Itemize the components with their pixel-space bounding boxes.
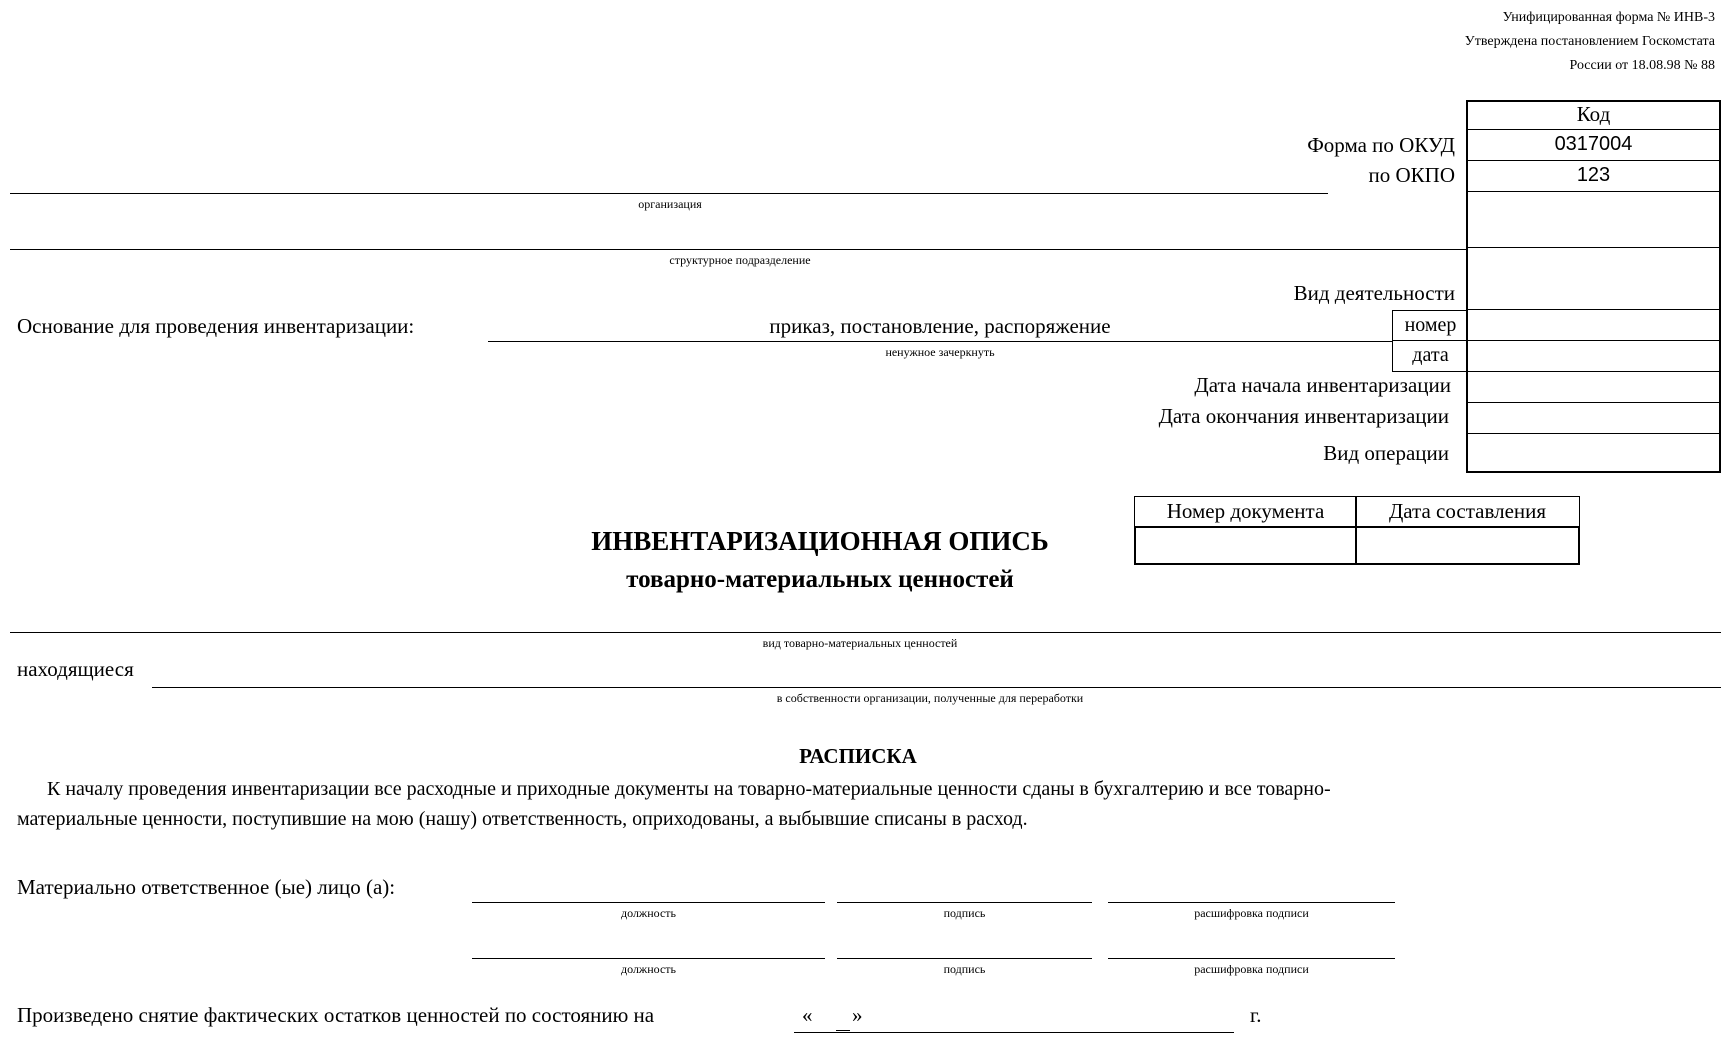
goods-type-line[interactable] bbox=[10, 632, 1721, 633]
quote-open: « bbox=[802, 1003, 813, 1027]
position-line-1[interactable] bbox=[472, 902, 825, 903]
decoding-line-1[interactable] bbox=[1108, 902, 1395, 903]
receipt-text-line2: материальные ценности, поступившие на мою (нашу) ответственность, оприходованы, а выбывшие списаны в расход. bbox=[17, 808, 1028, 830]
day-line[interactable] bbox=[836, 1030, 850, 1031]
okud-value[interactable]: 0317004 bbox=[1466, 130, 1721, 161]
signature-caption-1: подпись bbox=[943, 906, 986, 920]
decoding-caption-2: расшифровка подписи bbox=[1194, 962, 1309, 976]
signature-line-2[interactable] bbox=[837, 958, 1092, 959]
okpo-value[interactable]: 123 bbox=[1466, 161, 1721, 192]
removal-label: Произведено снятие фактических остатков ценностей по состоянию на bbox=[17, 1003, 655, 1027]
basis-caption: ненужное зачеркнуть bbox=[885, 345, 995, 359]
approval-line: Утверждена постановлением Госкомстата bbox=[1464, 34, 1715, 49]
doc-number-cell[interactable] bbox=[1134, 526, 1357, 565]
receipt-heading: РАСПИСКА bbox=[799, 744, 917, 768]
operation-label: Вид операции bbox=[1323, 441, 1449, 465]
form-code-header: Унифицированная форма № ИНВ-3 bbox=[1502, 10, 1715, 25]
doc-date-cell[interactable] bbox=[1355, 526, 1580, 565]
doc-date-header: Дата составления bbox=[1355, 496, 1580, 527]
operation-value[interactable] bbox=[1466, 434, 1721, 473]
responsible-label: Материально ответственное (ые) лицо (а): bbox=[17, 875, 396, 899]
quote-close: » bbox=[852, 1003, 863, 1027]
department-line[interactable] bbox=[10, 249, 1466, 250]
organization-line[interactable] bbox=[10, 193, 1328, 194]
located-line[interactable] bbox=[152, 687, 1721, 688]
basis-value: приказ, постановление, распоряжение bbox=[769, 314, 1111, 338]
decoding-line-2[interactable] bbox=[1108, 958, 1395, 959]
basis-line[interactable] bbox=[488, 341, 1392, 342]
basis-date-label: дата bbox=[1392, 341, 1468, 372]
inv-end-value[interactable] bbox=[1466, 403, 1721, 434]
basis-number-value[interactable] bbox=[1466, 310, 1721, 341]
approval-date-line: России от 18.08.98 № 88 bbox=[1569, 58, 1715, 73]
department-caption: структурное подразделение bbox=[669, 253, 811, 267]
organization-caption: организация bbox=[638, 197, 702, 211]
basis-date-value[interactable] bbox=[1466, 341, 1721, 372]
activity-label: Вид деятельности bbox=[1293, 281, 1455, 305]
basis-label: Основание для проведения инвентаризации: bbox=[17, 314, 415, 338]
decoding-caption-1: расшифровка подписи bbox=[1194, 906, 1309, 920]
okud-label: Форма по ОКУД bbox=[1307, 133, 1455, 157]
position-caption-2: должность bbox=[621, 962, 676, 976]
position-caption-1: должность bbox=[621, 906, 676, 920]
located-caption: в собственности организации, полученные для переработки bbox=[776, 691, 1084, 705]
goods-type-caption: вид товарно-материальных ценностей bbox=[762, 636, 958, 650]
inv-end-label: Дата окончания инвентаризации bbox=[1158, 404, 1449, 428]
doc-title: ИНВЕНТАРИЗАЦИОННАЯ ОПИСЬ bbox=[591, 526, 1049, 556]
located-label: находящиеся bbox=[17, 657, 134, 681]
okpo-label: по ОКПО bbox=[1368, 163, 1455, 187]
year-suffix: г. bbox=[1250, 1003, 1262, 1027]
signature-caption-2: подпись bbox=[943, 962, 986, 976]
inv-start-label: Дата начала инвентаризации bbox=[1194, 373, 1451, 397]
okpo-extra-cell[interactable] bbox=[1466, 192, 1721, 248]
basis-number-label: номер bbox=[1392, 310, 1468, 341]
activity-value[interactable] bbox=[1466, 248, 1721, 310]
doc-subtitle: товарно-материальных ценностей bbox=[626, 566, 1014, 593]
position-line-2[interactable] bbox=[472, 958, 825, 959]
code-head: Код bbox=[1466, 100, 1721, 130]
date-line[interactable] bbox=[794, 1032, 1234, 1033]
inv-start-value[interactable] bbox=[1466, 372, 1721, 403]
signature-line-1[interactable] bbox=[837, 902, 1092, 903]
doc-number-header: Номер документа bbox=[1134, 496, 1357, 527]
receipt-text-line1: К началу проведения инвентаризации все расходные и приходные документы на товарно-материальные ценности сданы в бухгалтерию и все товарно- bbox=[47, 778, 1331, 800]
